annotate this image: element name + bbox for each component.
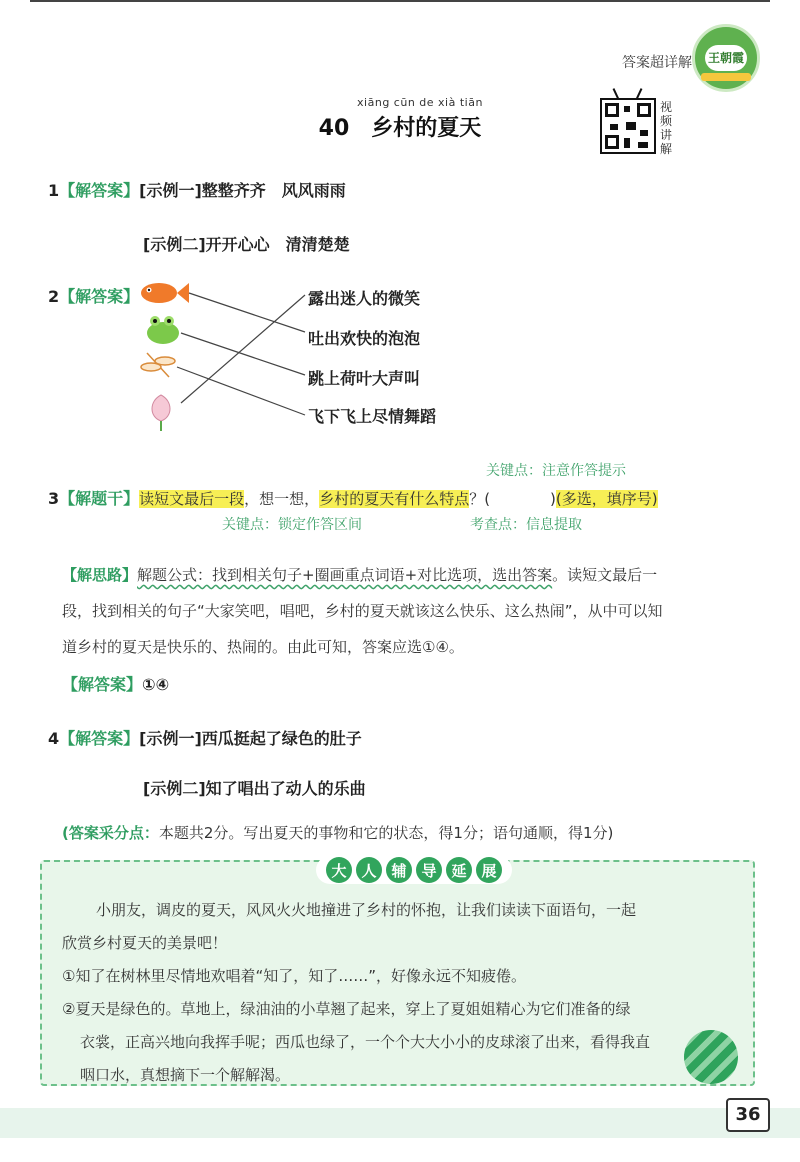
question-number: 4 xyxy=(48,729,60,748)
answer-value: ①④ xyxy=(142,675,170,694)
lesson-number: 40 xyxy=(318,116,350,141)
answer-line: [示例二]开开心心 清清楚楚 xyxy=(143,235,350,254)
footer-band xyxy=(0,1108,800,1138)
lotus-icon xyxy=(152,395,170,431)
match-phrase: 露出迷人的微笑 xyxy=(308,289,421,308)
match-phrase: 飞下飞上尽情舞蹈 xyxy=(308,407,437,426)
lesson-title xyxy=(0,111,800,142)
answer-line: [示例一]西瓜挺起了绿色的肚子 xyxy=(139,729,362,748)
answer-tag: 【解答案】 xyxy=(59,287,140,306)
lesson-title-text: 乡村的夏天 xyxy=(371,116,482,141)
scoring-tag: (答案采分点： xyxy=(62,824,159,842)
answer-tag: 【解答案】 xyxy=(59,729,140,748)
answer-line: [示例一]整整齐齐 风风雨雨 xyxy=(139,181,346,200)
question-number: 3 xyxy=(48,489,60,508)
lesson-title-block xyxy=(0,96,800,142)
page-number: 36 xyxy=(726,1098,770,1132)
match-phrase: 跳上荷叶大声叫 xyxy=(308,369,421,388)
question-number: 2 xyxy=(48,287,60,306)
thinking-paragraph: 【解思路】解题公式：找到相关句子+圈画重点词语+对比选项，选出答案。读短文最后一 段，找到相关的句子“大家笑吧，唱吧，乡村的夏天就该这么快乐、这么热闹”，从中可以知 道乡村的夏天是快乐的、热闹的。由此可知，答案应选①④。 xyxy=(62,566,663,656)
qr-label: 视 频 讲 解 xyxy=(660,100,673,156)
ball-icon xyxy=(684,1030,738,1084)
answer-line: [示例二]知了唱出了动人的乐曲 xyxy=(143,779,366,798)
highlight-text: 读短文最后一段 xyxy=(139,490,245,508)
brand-logo xyxy=(692,24,760,92)
question-3: 3【解题干】读短文最后一段，想一想，乡村的夏天有什么特点？( )(多选，填序号) xyxy=(48,489,658,508)
header-label: 答案超详解 xyxy=(622,55,692,71)
question-number: 1 xyxy=(48,181,60,200)
logo-text: 王朝霞 xyxy=(705,45,747,71)
thinking-formula: 解题公式：找到相关句子+圈画重点词语+对比选项，选出答案 xyxy=(137,566,553,584)
question-1 xyxy=(48,178,346,201)
note-key-point-top: 关键点：注意作答提示 xyxy=(486,463,626,479)
note-key-point-left: 关键点：锁定作答区间 xyxy=(222,517,362,533)
frog-icon xyxy=(147,316,179,344)
answer-tag: 【解答案】 xyxy=(59,181,140,200)
highlight-text: (多选，填序号) xyxy=(555,490,658,508)
thinking-tag: 【解思路】 xyxy=(62,566,138,584)
fish-icon xyxy=(141,283,189,303)
qr-code[interactable] xyxy=(600,98,656,154)
extension-title: 大 人 辅 导 延 展 xyxy=(316,856,512,884)
scoring-note: (答案采分点：本题共2分。写出夏天的事物和它的状态，得1分；语句通顺，得1分) xyxy=(62,824,614,842)
question-2 xyxy=(48,284,139,307)
question-4 xyxy=(48,726,362,749)
match-phrase: 吐出欢快的泡泡 xyxy=(308,329,421,348)
highlight-text: 乡村的夏天有什么特点 xyxy=(319,490,470,508)
q3-answer xyxy=(62,672,169,695)
question-tag: 【解题干】 xyxy=(59,489,140,508)
title-pinyin: xiāng cūn de xià tiān xyxy=(357,96,483,109)
extension-content: 小朋友，调皮的夏天，风风火火地撞进了乡村的怀抱，让我们读读下面语句，一起 欣赏乡村夏天的美景吧！ ①知了在树林里尽情地欢唱着“知了，知了……”，好像永远不知疲倦。 ②夏天是绿色的。草地上，绿油油的小草翘了起来，穿上了夏姐姐精心为它们准备的绿 衣裳，正高兴地向我挥手呢；西瓜也绿了，一个个大大小小的皮球滚了出来，看得我直 咽口水，真想摘下一个解解渴。 xyxy=(62,901,651,1084)
dragonfly-icon xyxy=(141,353,175,377)
top-rule xyxy=(30,0,770,2)
note-check-point: 考查点：信息提取 xyxy=(470,517,582,533)
answer-tag: 【解答案】 xyxy=(62,675,143,694)
